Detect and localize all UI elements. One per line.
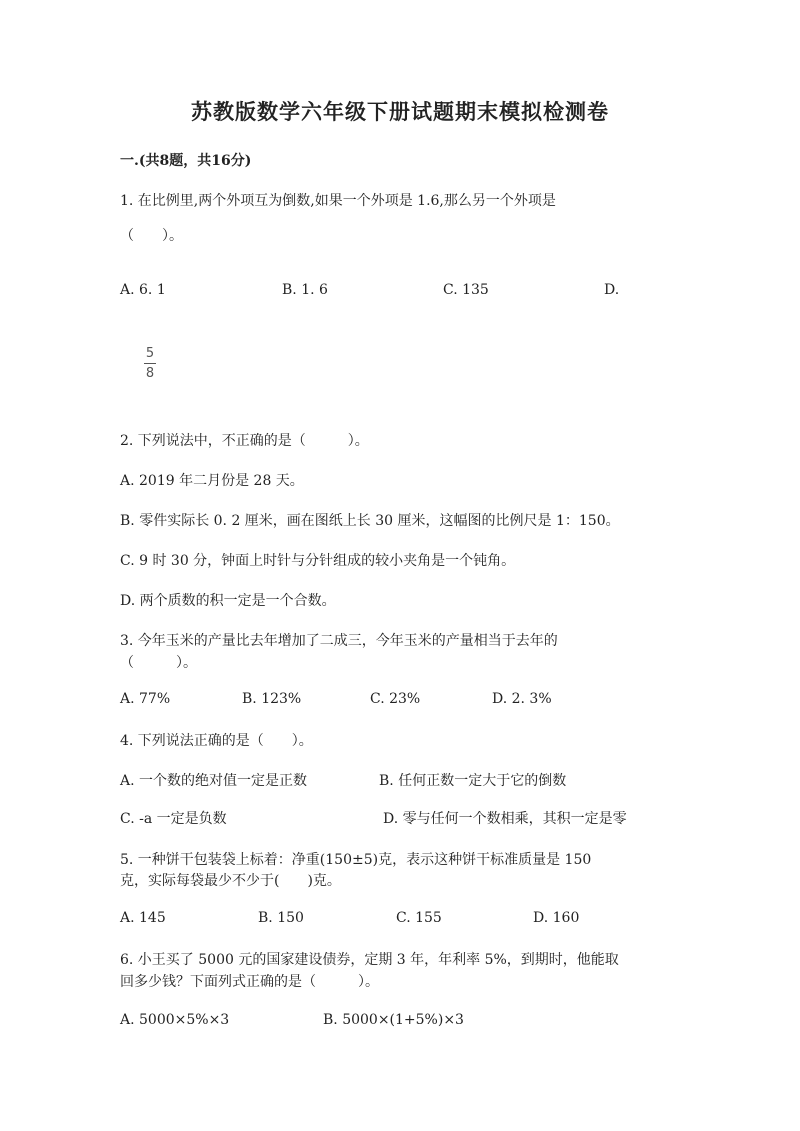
question-3-blank: （ ）。 (120, 655, 197, 671)
question-3-option-b: B. 123% (242, 691, 302, 707)
question-5-option-a: A. 145 (120, 910, 166, 926)
question-1-option-a: A. 6. 1 (120, 282, 166, 298)
question-5-option-d: D. 160 (533, 910, 580, 926)
question-5-option-c: C. 155 (396, 910, 442, 926)
question-6-text-continued: 回多少钱？下面列式正确的是（ ）。 (120, 974, 379, 990)
question-6-option-b: B. 5000×(1+5%)×3 (323, 1012, 464, 1028)
question-3-option-d: D. 2. 3% (492, 691, 552, 707)
question-4-option-c: C. -a 一定是负数 (120, 811, 227, 827)
question-1-blank: （ ）。 (120, 228, 183, 244)
question-2-option-d: D. 两个质数的积一定是一个合数。 (120, 593, 336, 609)
question-2-option-c: C. 9 时 30 分，钟面上时针与分针组成的较小夹角是一个钝角。 (120, 553, 516, 569)
question-1-option-d-fraction (144, 346, 156, 381)
question-4-text: 4. 下列说法正确的是（ ）。 (120, 733, 313, 749)
fraction-denominator: 8 (145, 366, 155, 381)
question-4-option-a: A. 一个数的绝对值一定是正数 (120, 773, 308, 789)
question-3-option-c: C. 23% (370, 691, 421, 707)
question-3-option-a: A. 77% (120, 691, 171, 707)
fraction-numerator: 5 (145, 346, 155, 361)
question-1-text: 1. 在比例里,两个外项互为倒数,如果一个外项是 1.6,那么另一个外项是 (120, 193, 556, 209)
question-2-option-b: B. 零件实际长 0. 2 厘米，画在图纸上长 30 厘米，这幅图的比例尺是 1：150。 (120, 513, 620, 529)
section-title: 一.(共8题，共16分) (120, 153, 252, 169)
question-5-text-continued: 克，实际每袋最少不少于( )克。 (120, 873, 341, 889)
question-1-option-b: B. 1. 6 (282, 282, 328, 298)
question-4-option-d: D. 零与任何一个数相乘，其积一定是零 (383, 811, 627, 827)
question-2-option-a: A. 2019 年二月份是 28 天。 (120, 473, 304, 489)
question-3-text: 3. 今年玉米的产量比去年增加了二成三，今年玉米的产量相当于去年的 (120, 633, 558, 649)
question-6-option-a: A. 5000×5%×3 (120, 1012, 230, 1028)
question-2-text: 2. 下列说法中，不正确的是（ ）。 (120, 433, 369, 449)
page-title: 苏教版数学六年级下册试题期末模拟检测卷 (191, 99, 609, 124)
question-4-option-b: B. 任何正数一定大于它的倒数 (379, 773, 567, 789)
question-1-option-c: C. 135 (443, 282, 489, 298)
question-5-option-b: B. 150 (258, 910, 304, 926)
question-1-option-d: D. (604, 282, 620, 298)
question-5-text: 5. 一种饼干包装袋上标着：净重(150±5)克，表示这种饼干标准质量是 150 (120, 852, 592, 868)
fraction-bar (144, 363, 156, 364)
question-6-text: 6. 小王买了 5000 元的国家建设债券，定期 3 年，年利率 5%，到期时，他能取 (120, 952, 619, 968)
